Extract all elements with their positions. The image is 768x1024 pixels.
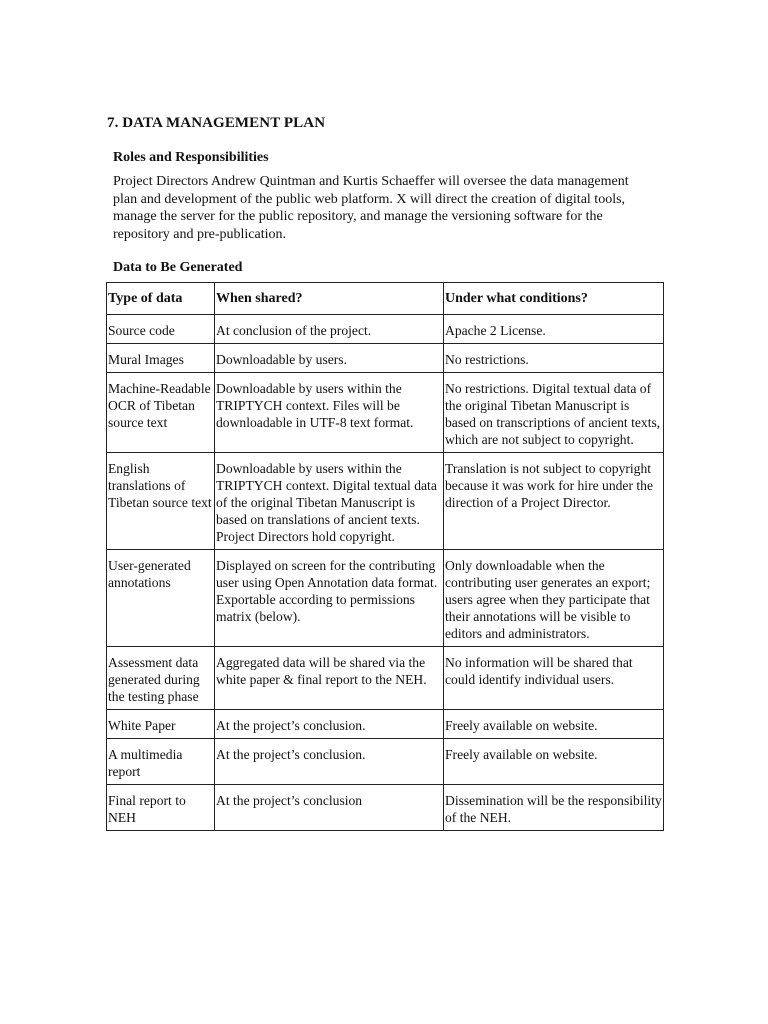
cell-when: Downloadable by users within the TRIPTYCH context. Digital textual data of the original Tibetan Manuscript is based on translations of ancient texts. Project Directors hold copyright. [215, 453, 444, 550]
cell-type: A multimedia report [107, 739, 215, 785]
table-header-row [107, 283, 664, 315]
cell-type: User-generated annotations [107, 550, 215, 647]
roles-paragraph: Project Directors Andrew Quintman and Kurtis Schaeffer will oversee the data management plan and development of the public web platform. X will direct the creation of digital tools, manage the server for the public repository, and manage the versioning software for the repository and pre-publication. [113, 174, 629, 242]
header-conditions: Under what conditions? [444, 283, 664, 315]
cell-when: At conclusion of the project. [215, 315, 444, 344]
cell-conditions: No information will be shared that could identify individual users. [444, 647, 664, 710]
data-heading: Data to Be Generated [113, 260, 243, 275]
cell-type: Mural Images [107, 344, 215, 373]
table-row [107, 550, 664, 647]
cell-when: At the project’s conclusion. [215, 710, 444, 739]
table-row [107, 647, 664, 710]
cell-type: Source code [107, 315, 215, 344]
cell-conditions: Apache 2 License. [444, 315, 664, 344]
cell-conditions: Dissemination will be the responsibility of the NEH. [444, 785, 664, 831]
cell-type: Machine-Readable OCR of Tibetan source text [107, 373, 215, 453]
cell-when: Displayed on screen for the contributing user using Open Annotation data format. Exportable according to permissions matrix (below). [215, 550, 444, 647]
header-type-of-data: Type of data [107, 283, 215, 315]
cell-type: Assessment data generated during the testing phase [107, 647, 215, 710]
cell-type: White Paper [107, 710, 215, 739]
table-row [107, 373, 664, 453]
cell-type: English translations of Tibetan source text [107, 453, 215, 550]
cell-conditions: Freely available on website. [444, 710, 664, 739]
table-row [107, 710, 664, 739]
table-row [107, 453, 664, 550]
cell-conditions: Only downloadable when the contributing user generates an export; users agree when they participate that their annotations will be visible to editors and administrators. [444, 550, 664, 647]
cell-conditions: Freely available on website. [444, 739, 664, 785]
cell-conditions: Translation is not subject to copyright because it was work for hire under the direction of a Project Director. [444, 453, 664, 550]
header-when-shared: When shared? [215, 283, 444, 315]
table-row [107, 785, 664, 831]
cell-when: At the project’s conclusion. [215, 739, 444, 785]
section-title: 7. DATA MANAGEMENT PLAN [107, 115, 326, 131]
cell-when: Downloadable by users within the TRIPTYCH context. Files will be downloadable in UTF-8 text format. [215, 373, 444, 453]
cell-conditions: No restrictions. [444, 344, 664, 373]
data-table [106, 282, 664, 831]
table-row [107, 739, 664, 785]
cell-when: At the project’s conclusion [215, 785, 444, 831]
table-row [107, 344, 664, 373]
cell-when: Aggregated data will be shared via the white paper & final report to the NEH. [215, 647, 444, 710]
cell-conditions: No restrictions. Digital textual data of the original Tibetan Manuscript is based on transcriptions of ancient texts, which are not subject to copyright. [444, 373, 664, 453]
cell-when: Downloadable by users. [215, 344, 444, 373]
roles-heading: Roles and Responsibilities [113, 150, 269, 165]
cell-type: Final report to NEH [107, 785, 215, 831]
table-row [107, 315, 664, 344]
